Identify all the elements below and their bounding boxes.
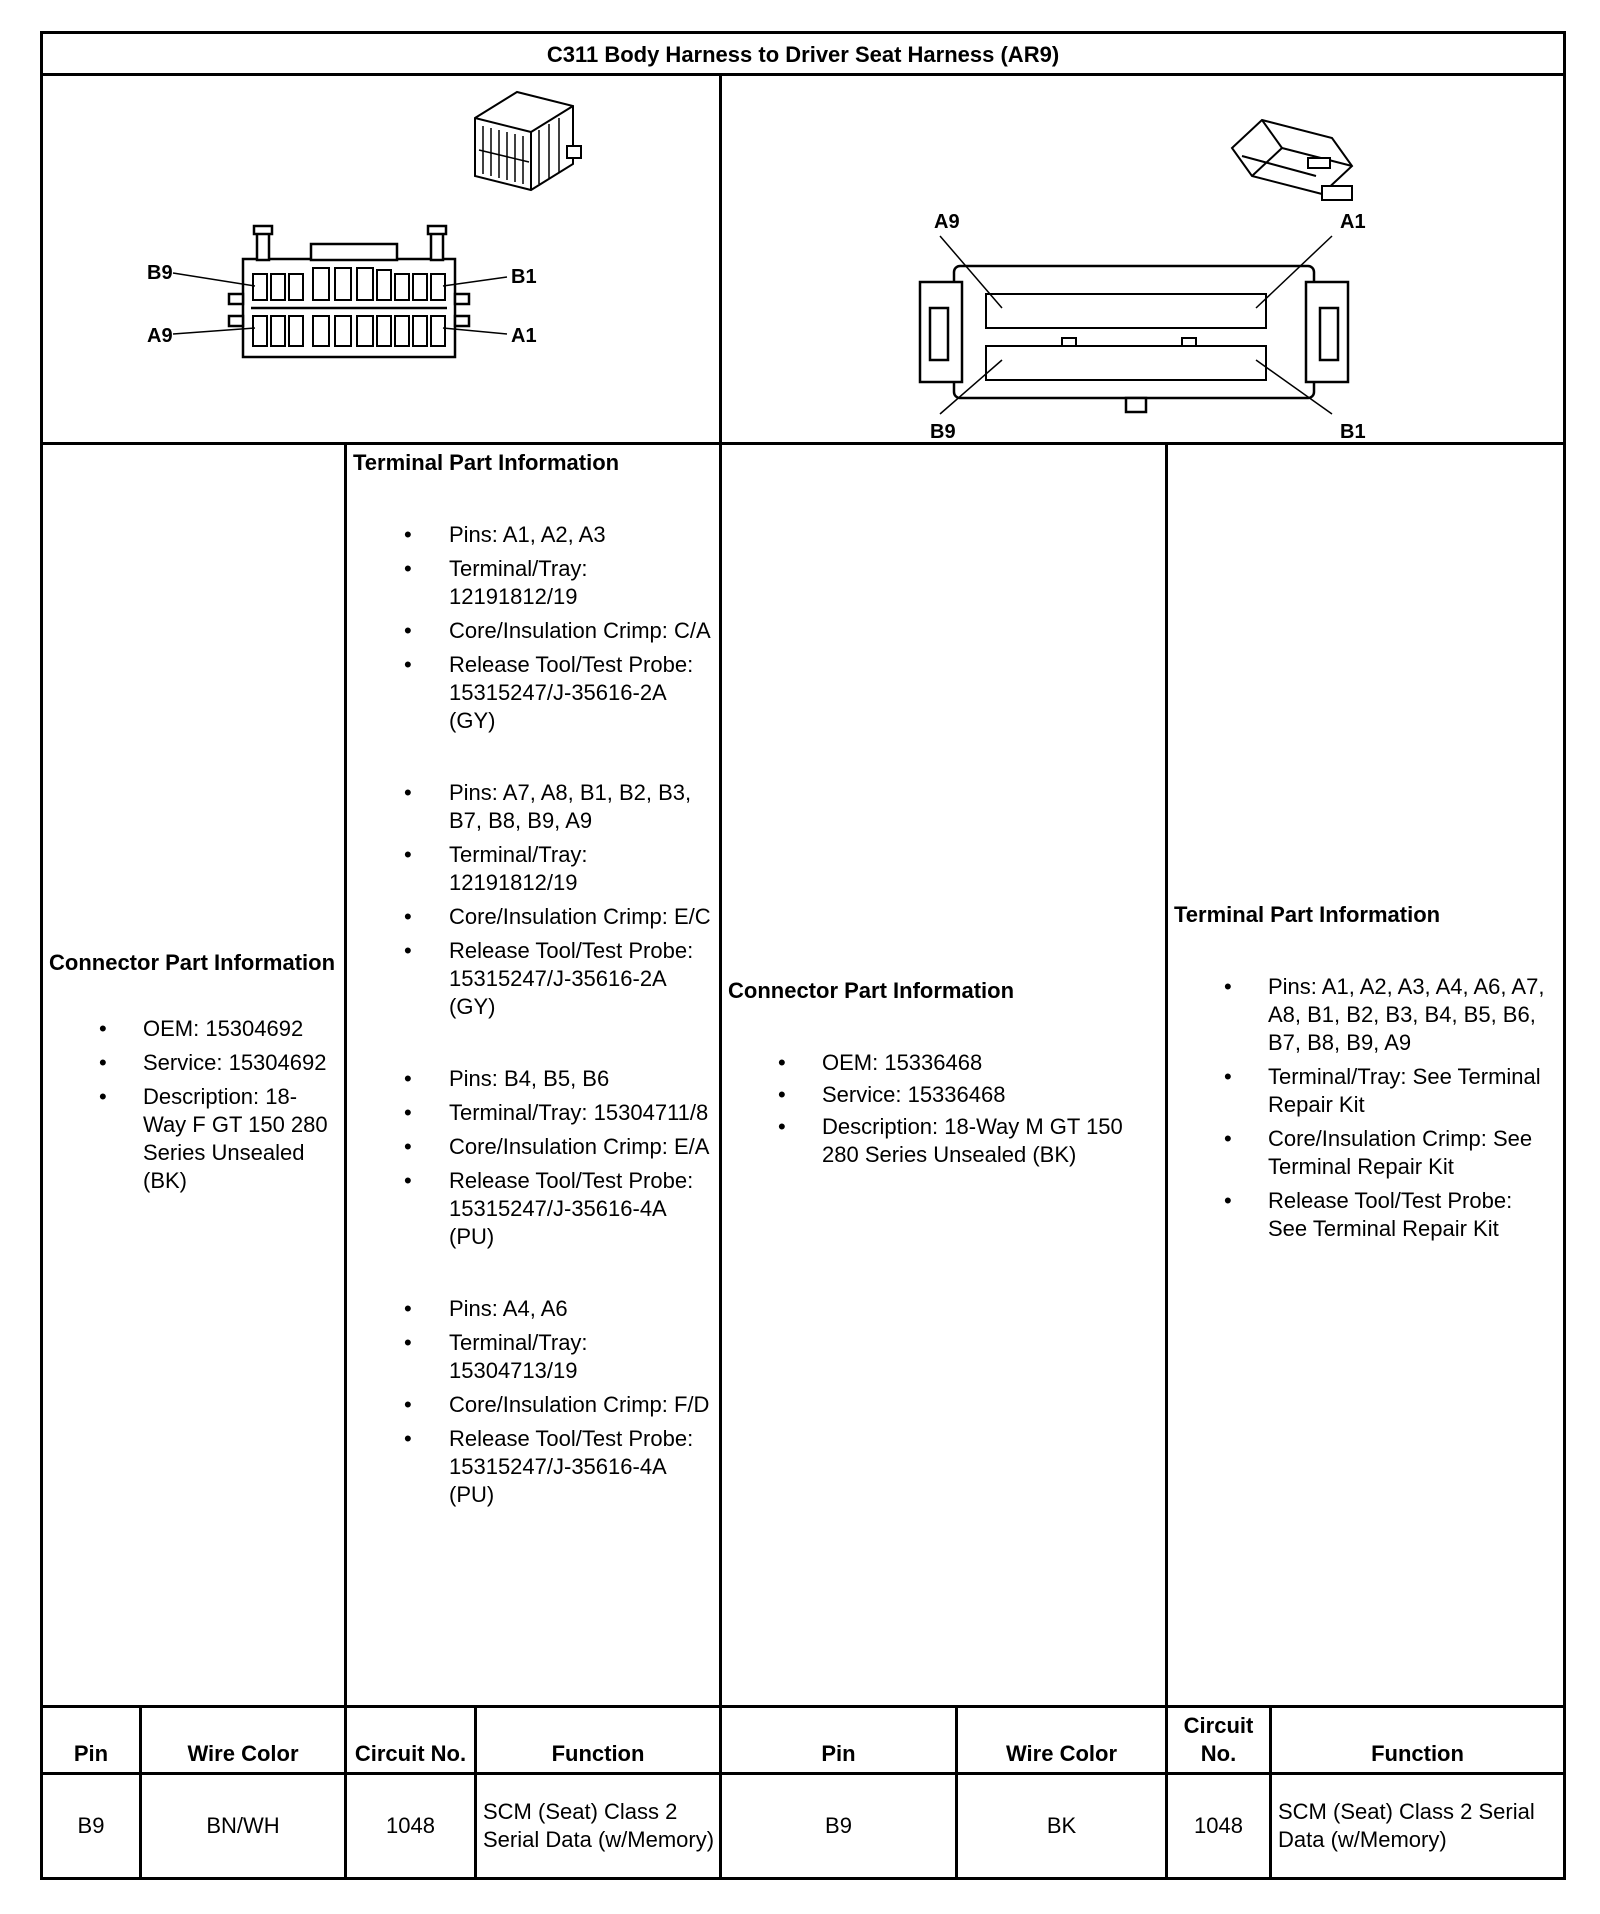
male-connector-face-drawing: [722, 76, 1560, 442]
connector-sheet: [40, 31, 1566, 1880]
left-connector-heading: Connector Part Information: [49, 950, 336, 975]
table-cell: B9: [43, 1775, 142, 1877]
header-function: Function: [477, 1708, 722, 1775]
list-item: • Description: 18-Way F GT 150 280 Series Unsealed (BK): [43, 1083, 344, 1195]
terminal-group-1: [347, 521, 719, 735]
list-item: • OEM: 15304692: [43, 1015, 344, 1043]
left-connector-list: [43, 1015, 344, 1201]
right-terminal-list: [1168, 973, 1563, 1249]
header-pin: Pin: [43, 1708, 142, 1775]
female-connector-face: [229, 226, 469, 357]
table-cell: BN/WH: [142, 1775, 347, 1877]
male-connector-thumbnail: [1232, 120, 1352, 200]
list-item: • Release Tool/Test Probe: 15315247/J-35616-2A (GY): [347, 937, 719, 1021]
table-cell: 1048: [347, 1775, 477, 1877]
list-item: • Service: 15336468: [722, 1081, 1165, 1109]
table-cell: SCM (Seat) Class 2 Serial Data (w/Memory): [1278, 1799, 1535, 1852]
list-item: • Service: 15304692: [43, 1049, 344, 1077]
terminal-group-2: [347, 779, 719, 1021]
page-title: C311 Body Harness to Driver Seat Harness (AR9): [43, 34, 1563, 76]
list-item: • Release Tool/Test Probe: 15315247/J-35616-2A (GY): [347, 651, 719, 735]
list-item: • Terminal/Tray: 15304711/8: [347, 1099, 719, 1127]
table-cell: SCM (Seat) Class 2 Serial Data (w/Memory): [477, 1775, 722, 1877]
list-item: • Pins: B4, B5, B6: [347, 1065, 719, 1093]
label-a1: A1: [511, 325, 537, 347]
header-circuit-no: Circuit No.: [1168, 1708, 1272, 1775]
list-item: • Terminal/Tray: 12191812/19: [347, 841, 719, 897]
header-pin: Pin: [722, 1708, 958, 1775]
left-connector-part-info: [43, 445, 347, 1708]
label-a9: A9: [147, 325, 173, 347]
list-item: • Terminal/Tray: 12191812/19: [347, 555, 719, 611]
label-b9: B9: [930, 421, 956, 442]
label-b1: B1: [511, 266, 537, 288]
right-terminal-part-info: [1168, 445, 1563, 1708]
label-b9: B9: [147, 262, 173, 284]
female-connector-face-drawing: [43, 76, 719, 442]
list-item: • Core/Insulation Crimp: C/A: [347, 617, 719, 645]
list-item: • Release Tool/Test Probe: 15315247/J-35616-4A (PU): [347, 1167, 719, 1251]
right-connector-heading: Connector Part Information: [728, 978, 1015, 1003]
list-item: • Pins: A4, A6: [347, 1295, 719, 1323]
table-cell: 1048: [1168, 1775, 1272, 1877]
list-item: • Core/Insulation Crimp: F/D: [347, 1391, 719, 1419]
terminal-group-3: [347, 1065, 719, 1251]
list-item: • OEM: 15336468: [722, 1049, 1165, 1077]
list-item: • Core/Insulation Crimp: E/A: [347, 1133, 719, 1161]
right-connector-diagram: [722, 76, 1563, 445]
left-terminal-part-info: [347, 445, 722, 1708]
list-item: • Description: 18-Way M GT 150 280 Series Unsealed (BK): [722, 1113, 1165, 1169]
label-a1: A1: [1340, 211, 1366, 233]
list-item: • Terminal/Tray: 15304713/19: [347, 1329, 719, 1385]
left-connector-diagram: [43, 76, 722, 445]
left-terminal-heading: Terminal Part Information: [353, 450, 620, 475]
label-a9: A9: [934, 211, 960, 233]
female-connector-thumbnail: [475, 92, 581, 190]
list-item: • Pins: A1, A2, A3: [347, 521, 719, 549]
right-connector-part-info: [722, 445, 1168, 1708]
header-wire-color: Wire Color: [958, 1708, 1168, 1775]
table-cell: BK: [958, 1775, 1168, 1877]
list-item: • Release Tool/Test Probe: See Terminal Repair Kit: [1168, 1187, 1563, 1243]
header-wire-color: Wire Color: [142, 1708, 347, 1775]
label-b1: B1: [1340, 421, 1366, 442]
right-connector-list: [722, 1049, 1165, 1173]
header-function: Function: [1272, 1708, 1563, 1775]
table-cell: B9: [722, 1775, 958, 1877]
list-item: • Core/Insulation Crimp: E/C: [347, 903, 719, 931]
header-circuit-no: Circuit No.: [347, 1708, 477, 1775]
list-item: • Core/Insulation Crimp: See Terminal Repair Kit: [1168, 1125, 1563, 1181]
list-item: • Pins: A1, A2, A3, A4, A6, A7, A8, B1, B2, B3, B4, B5, B6, B7, B8, B9, A9: [1168, 973, 1563, 1057]
list-item: • Pins: A7, A8, B1, B2, B3, B7, B8, B9, A9: [347, 779, 719, 835]
terminal-group-4: [347, 1295, 719, 1509]
list-item: • Terminal/Tray: See Terminal Repair Kit: [1168, 1063, 1563, 1119]
list-item: • Release Tool/Test Probe: 15315247/J-35616-4A (PU): [347, 1425, 719, 1509]
right-terminal-heading: Terminal Part Information: [1174, 902, 1441, 927]
